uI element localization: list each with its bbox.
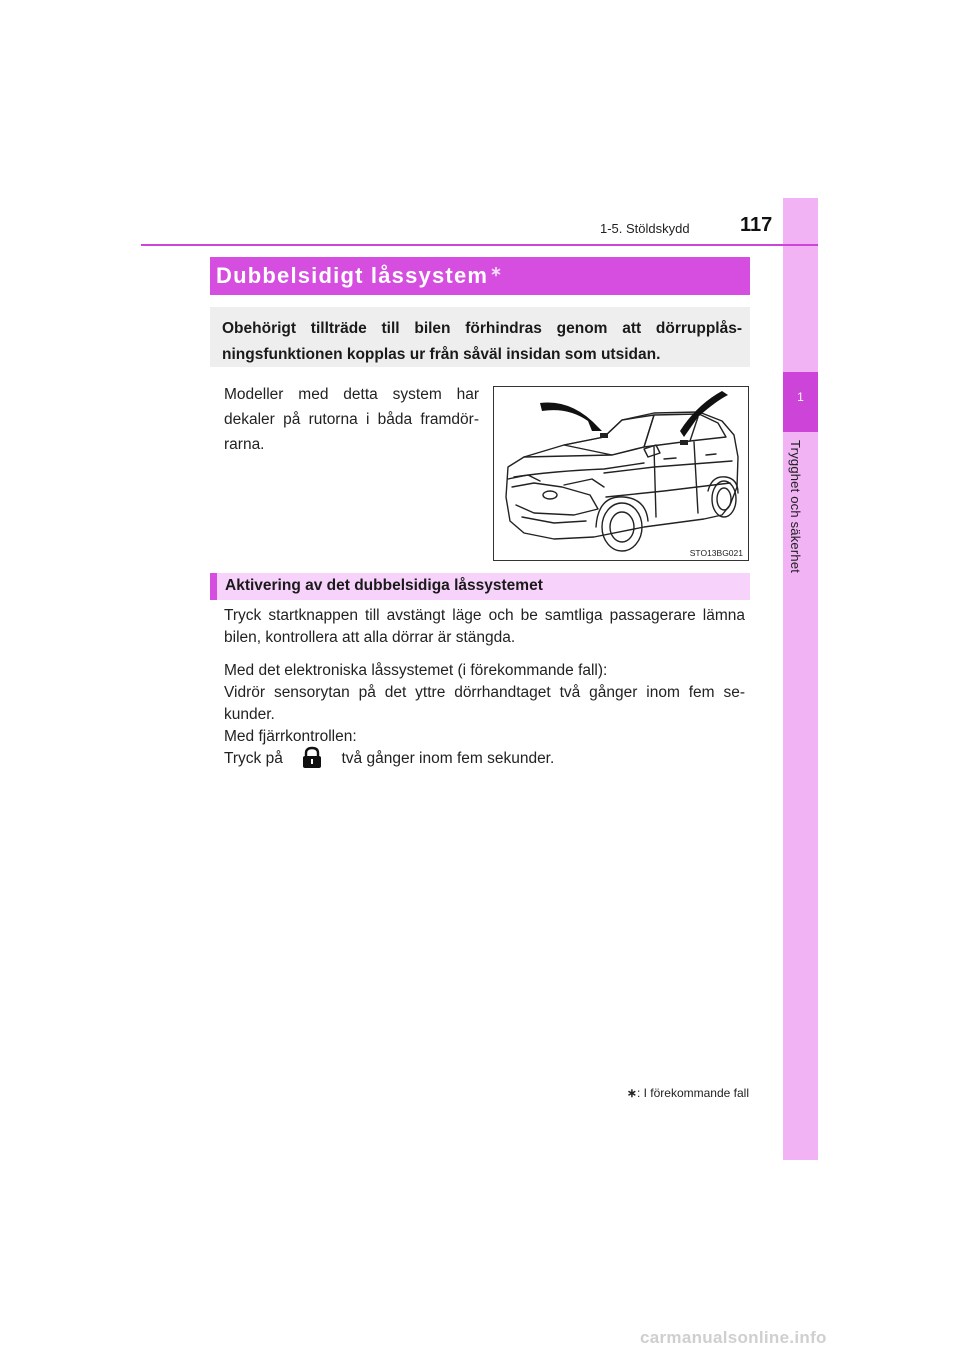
car-illustration (494, 387, 747, 559)
intro-text: Obehörigt tillträde till bilen förhindras genom att dörrupplås-ningsfunktionen kopplas ur från såväl insidan som utsidan. (222, 320, 742, 363)
subsection-title: Aktivering av det dubbelsidiga låssystemet (225, 577, 543, 594)
side-tab-number: 1 (797, 390, 804, 404)
section-title-text: Dubbelsidigt låssystem (216, 263, 489, 288)
page-number: 117 (740, 214, 773, 236)
header-rule (141, 244, 818, 246)
step1-paragraph: Tryck startknappen till avstängt läge och be samtliga passagerare lämna bilen, kontrollera att alla dörrar är stängda. (224, 607, 745, 646)
remote-text-after: två gånger inom fem sekunder. (341, 750, 555, 767)
section-asterisk: ∗ (490, 263, 504, 279)
side-tab-strip (783, 198, 818, 1160)
remote-text-before: Tryck på (224, 750, 283, 767)
figure-code: STO13BG021 (689, 548, 743, 558)
remote-heading: Med fjärrkontrollen: (224, 728, 357, 745)
watermark: carmanualsonline.info (640, 1328, 827, 1347)
electronic-text: Vidrör sensorytan på det yttre dörrhandtaget två gånger inom fem se-kunder. (224, 684, 745, 723)
footnote-star: ∗ (626, 1086, 637, 1100)
footnote-text: : I förekommande fall (636, 1086, 749, 1100)
models-paragraph: Modeller med detta system har dekaler på rutorna i båda framdör-rarna. (224, 386, 479, 453)
lock-icon (287, 746, 337, 768)
footnote (610, 1086, 749, 1100)
remote-instruction (224, 746, 624, 770)
electronic-heading: Med det elektroniska låssystemet (i förekommande fall): (224, 662, 608, 679)
section-title (216, 263, 503, 289)
side-tab-label: Trygghet och säkerhet (788, 440, 803, 574)
car-illustration-figure (493, 386, 749, 561)
running-header: 1-5. Stöldskydd (600, 221, 690, 236)
electronic-lock-block (224, 660, 745, 748)
